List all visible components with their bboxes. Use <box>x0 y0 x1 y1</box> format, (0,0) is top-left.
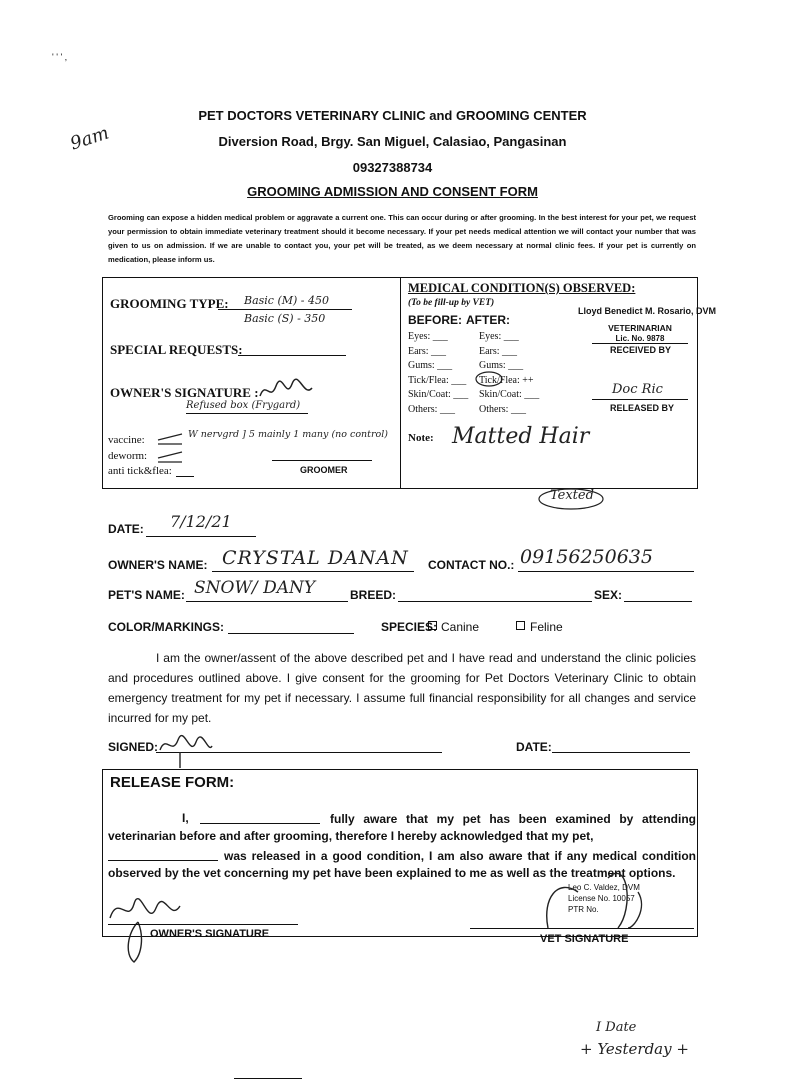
consent-paragraph: I am the owner/assent of the above described pet and I have read and understand the clinic policies and procedures outlined above. I give consent for the grooming for Pet Doctors Veterinary Clinic to obtain emergency treatment for my pet if necessary. I assume full financial responsibility for all changes and service incurred for my pet. <box>108 651 696 725</box>
breed-line <box>398 601 592 602</box>
vet-name: Lloyd Benedict M. Rosario, DVM <box>578 306 717 316</box>
stamp-name: Leo C. Valdez, DVM <box>568 883 640 892</box>
release-paragraph-2: was released in a good condition, I am also aware that if any medical condition observed by the vet concerning my pet have been explained to me as well as the treatment options. <box>108 849 696 880</box>
signed-date-label: DATE: <box>516 740 552 754</box>
before-ears: Ears: ___ <box>408 345 447 357</box>
intro-paragraph: Grooming can expose a hidden medical problem or aggravate a current one. This can occur during or after grooming. In the best interest for your pet, we request your permission to obtain immediate veterinary treatment should it become necessary. If your pet needs medical attention we will contact your number that was given to us on admission. If we are unable to contact you, your pet will be treated, as we deem necessary at normal clinic fees. If your pet is currently on medication, please inform us. <box>108 213 696 264</box>
sex-line <box>624 601 692 602</box>
refusal-line <box>186 413 308 414</box>
corner-handwritten-note: 9am <box>67 122 112 155</box>
grooming-type-line <box>218 309 352 310</box>
feline-checkbox[interactable] <box>516 621 525 630</box>
after-label: AFTER: <box>466 313 510 327</box>
box-divider <box>400 277 401 489</box>
groomer-note: W nervgrd ] 5 mainly 1 many (no control) <box>188 429 388 440</box>
contact-label: CONTACT NO.: <box>428 558 515 572</box>
before-skin-coat: Skin/Coat: ___ <box>408 389 469 401</box>
vet-sig-line <box>470 928 694 929</box>
release-paragraph-1: fully aware that my pet has been examined by attending veterinarian before and after grooming, therefore I hereby acknowledged that my pet, <box>108 812 696 843</box>
grooming-type-value-2: Basic (S) - 350 <box>244 312 326 325</box>
grooming-type-label: GROOMING TYPE: <box>110 296 229 311</box>
stamp-ptr: PTR No. <box>568 905 599 914</box>
color-markings-label: COLOR/MARKINGS: <box>108 620 224 634</box>
anti-tick-label: anti tick&flea: <box>108 465 172 477</box>
before-eyes: Eyes: ___ <box>408 331 448 342</box>
owner-signature-label: OWNER'S SIGNATURE : <box>110 385 259 400</box>
vaccine-label: vaccine: <box>108 434 145 446</box>
after-tick-flea: Tick/Flea: ++ <box>479 374 534 386</box>
received-line <box>592 343 688 344</box>
special-requests-label: SPECIAL REQUESTS: <box>110 342 243 357</box>
anti-tick-line <box>176 476 194 477</box>
footer-note-1: I Date <box>596 1020 637 1035</box>
refusal-note: Refused box (Frygard) <box>186 400 301 411</box>
vet-license: Lic. No. 9878 <box>615 334 665 343</box>
after-ears: Ears: ___ <box>479 345 518 357</box>
received-by-label: RECEIVED BY <box>610 345 672 355</box>
sex-label: SEX: <box>594 588 623 602</box>
owner-name-line <box>212 571 414 572</box>
date-line <box>146 536 256 537</box>
released-line <box>592 399 688 400</box>
doc-note: Doc Ric <box>612 382 663 397</box>
pet-name-label: PET'S NAME: <box>108 588 185 602</box>
owner-sig-label: OWNER'S SIGNATURE <box>150 928 270 940</box>
before-list <box>408 330 468 418</box>
vet-title: VETERINARIAN <box>608 323 672 333</box>
before-tick-flea: Tick/Flea: ___ <box>408 374 467 386</box>
texted-note: Texted <box>550 488 594 503</box>
special-requests-line <box>238 355 346 356</box>
species-label: SPECIES: <box>381 620 438 634</box>
note-value: Matted Hair <box>452 424 590 449</box>
before-others: Others: ___ <box>408 403 455 415</box>
canine-label: Canine <box>441 620 480 634</box>
before-gums: Gums: ___ <box>408 360 453 372</box>
groomer-line <box>272 460 372 461</box>
note-label: Note: <box>408 432 434 444</box>
vet-sig-label: VET SIGNATURE <box>540 933 629 945</box>
clinic-address: Diversion Road, Brgy. San Miguel, Calasiao, Pangasinan <box>218 134 567 149</box>
pet-name-line <box>186 601 348 602</box>
breed-label: BREED: <box>350 588 397 602</box>
owner-sig-line <box>108 924 298 925</box>
release-i: I, <box>182 811 189 825</box>
footer-note-2: + Yesterday + <box>580 1040 689 1058</box>
date-label: DATE: <box>108 522 144 536</box>
date-value: 7/12/21 <box>170 512 232 531</box>
clinic-name: PET DOCTORS VETERINARY CLINIC and GROOMING CENTER <box>198 108 587 123</box>
grooming-type-value-1: Basic (M) - 450 <box>244 294 330 307</box>
after-eyes: Eyes: ___ <box>479 331 519 342</box>
bottom-edge-line <box>234 1078 302 1079</box>
canine-checkbox[interactable] <box>428 621 437 630</box>
after-skin-coat: Skin/Coat: ___ <box>479 389 540 401</box>
after-others: Others: ___ <box>479 403 526 415</box>
feline-label: Feline <box>530 620 563 634</box>
owner-name-label: OWNER'S NAME: <box>108 558 208 572</box>
color-line <box>228 633 354 634</box>
medical-title: MEDICAL CONDITION(S) OBSERVED: <box>408 281 636 295</box>
deworm-label: deworm: <box>108 450 148 462</box>
tick-circle-mark <box>474 371 504 387</box>
groomer-label: GROOMER <box>300 465 348 475</box>
contact-value: 09156250635 <box>520 546 653 568</box>
contact-line <box>518 571 694 572</box>
release-title: RELEASE FORM: <box>110 774 235 791</box>
medical-subtitle: (To be fill-up by VET) <box>408 298 495 308</box>
check-scribbles <box>156 430 186 464</box>
after-gums: Gums: ___ <box>479 360 524 372</box>
form-title: GROOMING ADMISSION AND CONSENT FORM <box>247 184 538 199</box>
released-by-label: RELEASED BY <box>610 403 675 413</box>
pet-name-value: SNOW/ DANY <box>194 578 316 598</box>
signed-label: SIGNED: <box>108 740 159 754</box>
signed-date-line <box>552 752 690 753</box>
signed-signature-scribble <box>156 730 216 770</box>
stamp-license: License No. 10057 <box>568 894 635 903</box>
clinic-phone: 09327388734 <box>352 160 433 175</box>
owner-name-value: CRYSTAL DANAN <box>222 547 409 569</box>
vet-signature-scribble <box>538 848 658 934</box>
before-label: BEFORE: <box>408 313 462 327</box>
corner-marks: ' ' ' , <box>52 52 68 62</box>
